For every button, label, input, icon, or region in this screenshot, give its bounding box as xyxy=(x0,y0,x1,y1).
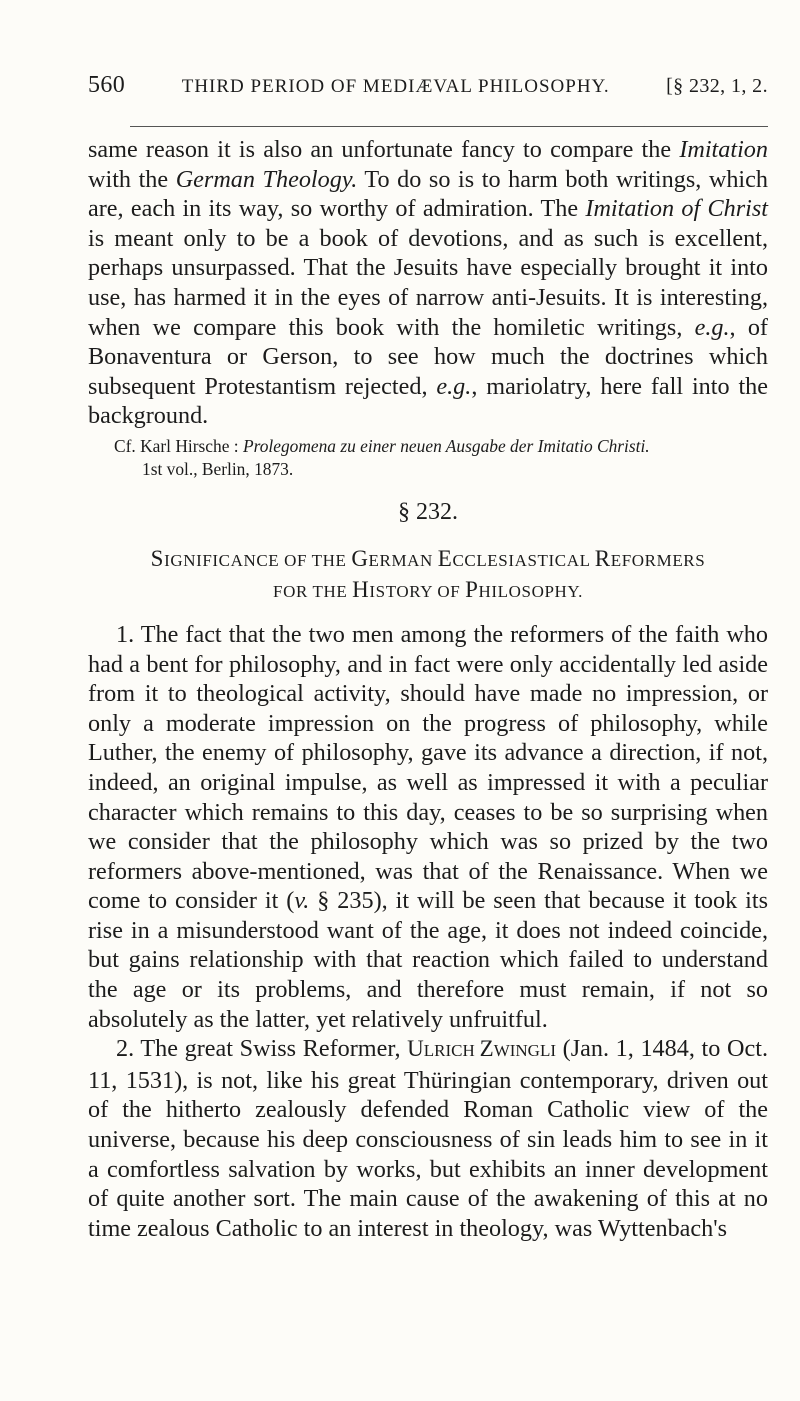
paragraph-item-2: 2. The great Swiss Reformer, ULRICH ZWINGLI (Jan. 1, 1484, to Oct. 11, 1531), is not, like his great Thüringian contemporary, driven out of the hitherto zealously defended Roman Catholic view of the universe, because his deep consciousness of sin leads him to see in it a comfortless salvation by works, but exhibits an inner development of quite another sort. The main cause of the awakening of this at no time zealous Catholic to an interest in theology, was Wyttenbach's xyxy=(88,1035,768,1242)
section-heading-line-1: SIGNIFICANCE OF THE GERMAN ECCLESIASTICAL REFORMERS xyxy=(150,545,706,571)
paragraph-imitation: same reason it is also an unfortunate fancy to compare the Imitation with the German Theology. To do so is to harm both writings, which are, each in its way, so worthy of admiration. The Imitation of Christ is meant only to be a book of devotions, and as such is excellent, perhaps unsurpassed. That the Jesuits have especially brought it into use, has harmed it in the eyes of narrow anti-Jesuits. It is interesting, when we compare this book with the homiletic writings, e.g., of Bonaventura or Gerson, to see how much the doctrines which subsequent Protestantism rejected, e.g., mariolatry, here fall into the background. xyxy=(88,136,769,430)
paragraph-item-1: 1. The fact that the two men among the reformers of the faith who had a bent for philosophy, and in fact were only accidentally led aside from it to theological activity, should have made no impression, or only a moderate impression on the progress of philosophy, while Luther, the enemy of philosophy, gave its advance a direction, if not, indeed, an original impulse, as well as impressed it with a peculiar character which remains to this day, ceases to be so surprising when we consider that the philosophy which was so prized by the two reformers above-mentioned, was that of the Renaissance. When we come to consider it (v. § 235), it will be seen that because it took its rise in a misunderstood want of the age, it does not indeed coincide, but gains relationship with that reaction which failed to understand the age or its problems, and therefore must remain, if not so absolutely as the latter, yet relatively unfruitful. xyxy=(88,620,768,1033)
citation: Cf. Karl Hirsche : Prolegomena zu einer neuen Ausgabe der Imitatio Christi. xyxy=(114,435,650,456)
section-reference: [§ 232, 1, 2. xyxy=(666,75,768,97)
section-heading-line-2: FOR THE HISTORY OF PHILOSOPHY. xyxy=(273,576,583,602)
header-rule xyxy=(130,126,768,127)
section-heading xyxy=(88,544,768,606)
running-head xyxy=(88,72,768,106)
section-number: § 232. xyxy=(398,498,458,525)
page-number: 560 xyxy=(88,72,126,98)
running-title: THIRD PERIOD OF MEDIÆVAL PHILOSOPHY. xyxy=(181,76,610,97)
book-page xyxy=(88,72,768,1243)
citation-continued: 1st vol., Berlin, 1873. xyxy=(142,458,294,479)
